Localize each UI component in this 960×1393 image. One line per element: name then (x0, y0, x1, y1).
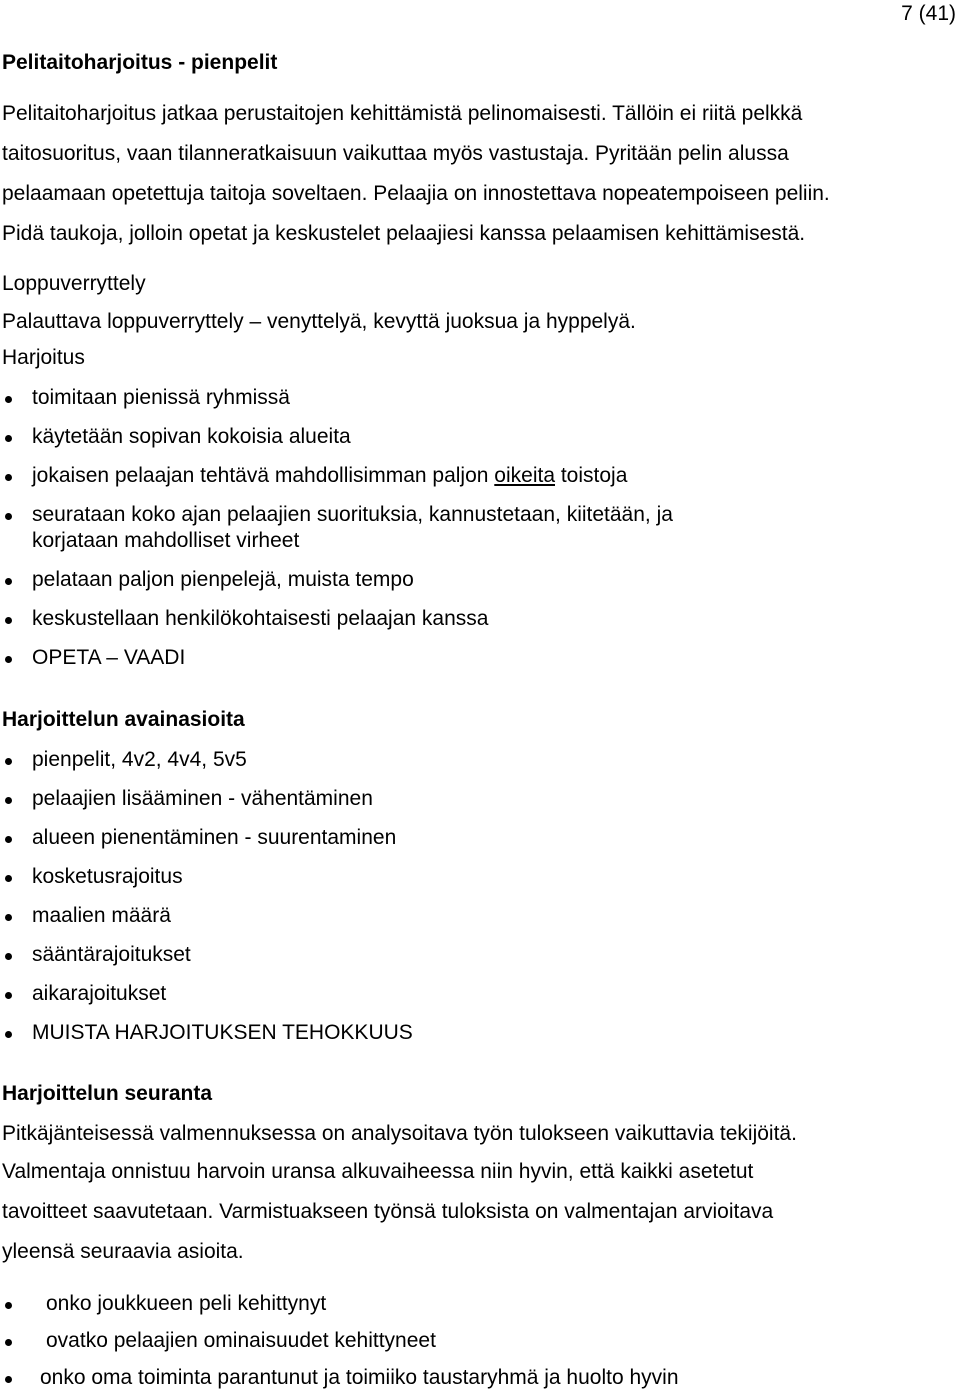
bullet-icon (5, 992, 12, 999)
list-item-text: onko joukkueen peli kehittynyt (46, 1292, 327, 1315)
bullet-icon (5, 758, 12, 765)
paragraph-line: Palauttava loppuverryttely – venyttelyä, kevyttä juoksua ja hyppelyä. (2, 310, 636, 333)
bullet-icon (5, 875, 12, 882)
list-item-text: maalien määrä (32, 904, 171, 927)
paragraph-line: taitosuoritus, vaan tilanneratkaisuun vaikuttaa myös vastustaja. Pyritään pelin alussa (2, 142, 789, 165)
bullet-icon (5, 1339, 12, 1346)
list-item-text: jokaisen pelaajan tehtävä mahdollisimman paljon oikeita toistoja (32, 464, 628, 487)
list-item-text: pienpelit, 4v2, 4v4, 5v5 (32, 748, 247, 771)
bullet-icon (5, 617, 12, 624)
list-item-text: pelataan paljon pienpelejä, muista tempo (32, 568, 414, 591)
list-item-text: MUISTA HARJOITUKSEN TEHOKKUUS (32, 1021, 413, 1044)
list-item-text: sääntärajoitukset (32, 943, 191, 966)
paragraph-line: Pidä taukoja, jolloin opetat ja keskustelet pelaajiesi kanssa pelaamisen kehittämisestä. (2, 222, 806, 245)
list-item-text: käytetään sopivan kokoisia alueita (32, 425, 351, 448)
paragraph-line: yleensä seuraavia asioita. (2, 1240, 244, 1263)
bullet-icon (5, 435, 12, 442)
list-item-text: OPETA – VAADI (32, 646, 186, 669)
list-item-text: onko oma toiminta parantunut ja toimiiko taustaryhmä ja huolto hyvin (40, 1366, 679, 1389)
section-title-avainasioita: Harjoittelun avainasioita (2, 708, 245, 731)
list-item-text: kosketusrajoitus (32, 865, 183, 888)
list-item-text-cont: korjataan mahdolliset virheet (32, 529, 300, 552)
list-item-text: seurataan koko ajan pelaajien suorituksia, kannustetaan, kiitetään, ja (32, 503, 673, 526)
paragraph-line: Valmentaja onnistuu harvoin uransa alkuvaiheessa niin hyvin, että kaikki asetetut (2, 1160, 754, 1183)
list-item-text: pelaajien lisääminen - vähentäminen (32, 787, 373, 810)
list-item-text: keskustellaan henkilökohtaisesti pelaajan kanssa (32, 607, 489, 630)
bullet-icon (5, 396, 12, 403)
bullet-icon (5, 914, 12, 921)
bullet-icon (5, 656, 12, 663)
bullet-icon (5, 836, 12, 843)
bullet-icon (5, 1376, 12, 1383)
underlined-word: oikeita (494, 464, 555, 487)
paragraph-line: pelaamaan opetettuja taitoja soveltaen. Pelaajia on innostettava nopeatempoiseen peliin. (2, 182, 830, 205)
page-number: 7 (41) (901, 2, 956, 25)
section-title-loppuverryttely: Loppuverryttely (2, 272, 146, 295)
bullet-icon (5, 578, 12, 585)
list-item-text: ovatko pelaajien ominaisuudet kehittyneet (46, 1329, 436, 1352)
section-title-seuranta: Harjoittelun seuranta (2, 1082, 213, 1105)
bullet-icon (5, 797, 12, 804)
list-item-text: aikarajoitukset (32, 982, 167, 1005)
paragraph-line: tavoitteet saavutetaan. Varmistuakseen työnsä tuloksista on valmentajan arvioitava (2, 1200, 774, 1223)
bullet-icon (5, 474, 12, 481)
bullet-icon (5, 1302, 12, 1309)
paragraph-line: Pelitaitoharjoitus jatkaa perustaitojen kehittämistä pelinomaisesti. Tällöin ei riitä pelkkä (2, 102, 803, 125)
bullet-icon (5, 513, 12, 520)
bullet-icon (5, 1031, 12, 1038)
section-title-harjoitus: Harjoitus (2, 346, 85, 369)
section-title-pienpelit: Pelitaitoharjoitus - pienpelit (2, 51, 278, 74)
bullet-icon (5, 953, 12, 960)
list-item-text: toimitaan pienissä ryhmissä (32, 386, 290, 409)
list-item-text: alueen pienentäminen - suurentaminen (32, 826, 397, 849)
paragraph-line: Pitkäjänteisessä valmennuksessa on analysoitava työn tulokseen vaikuttavia tekijöitä. (2, 1122, 797, 1145)
